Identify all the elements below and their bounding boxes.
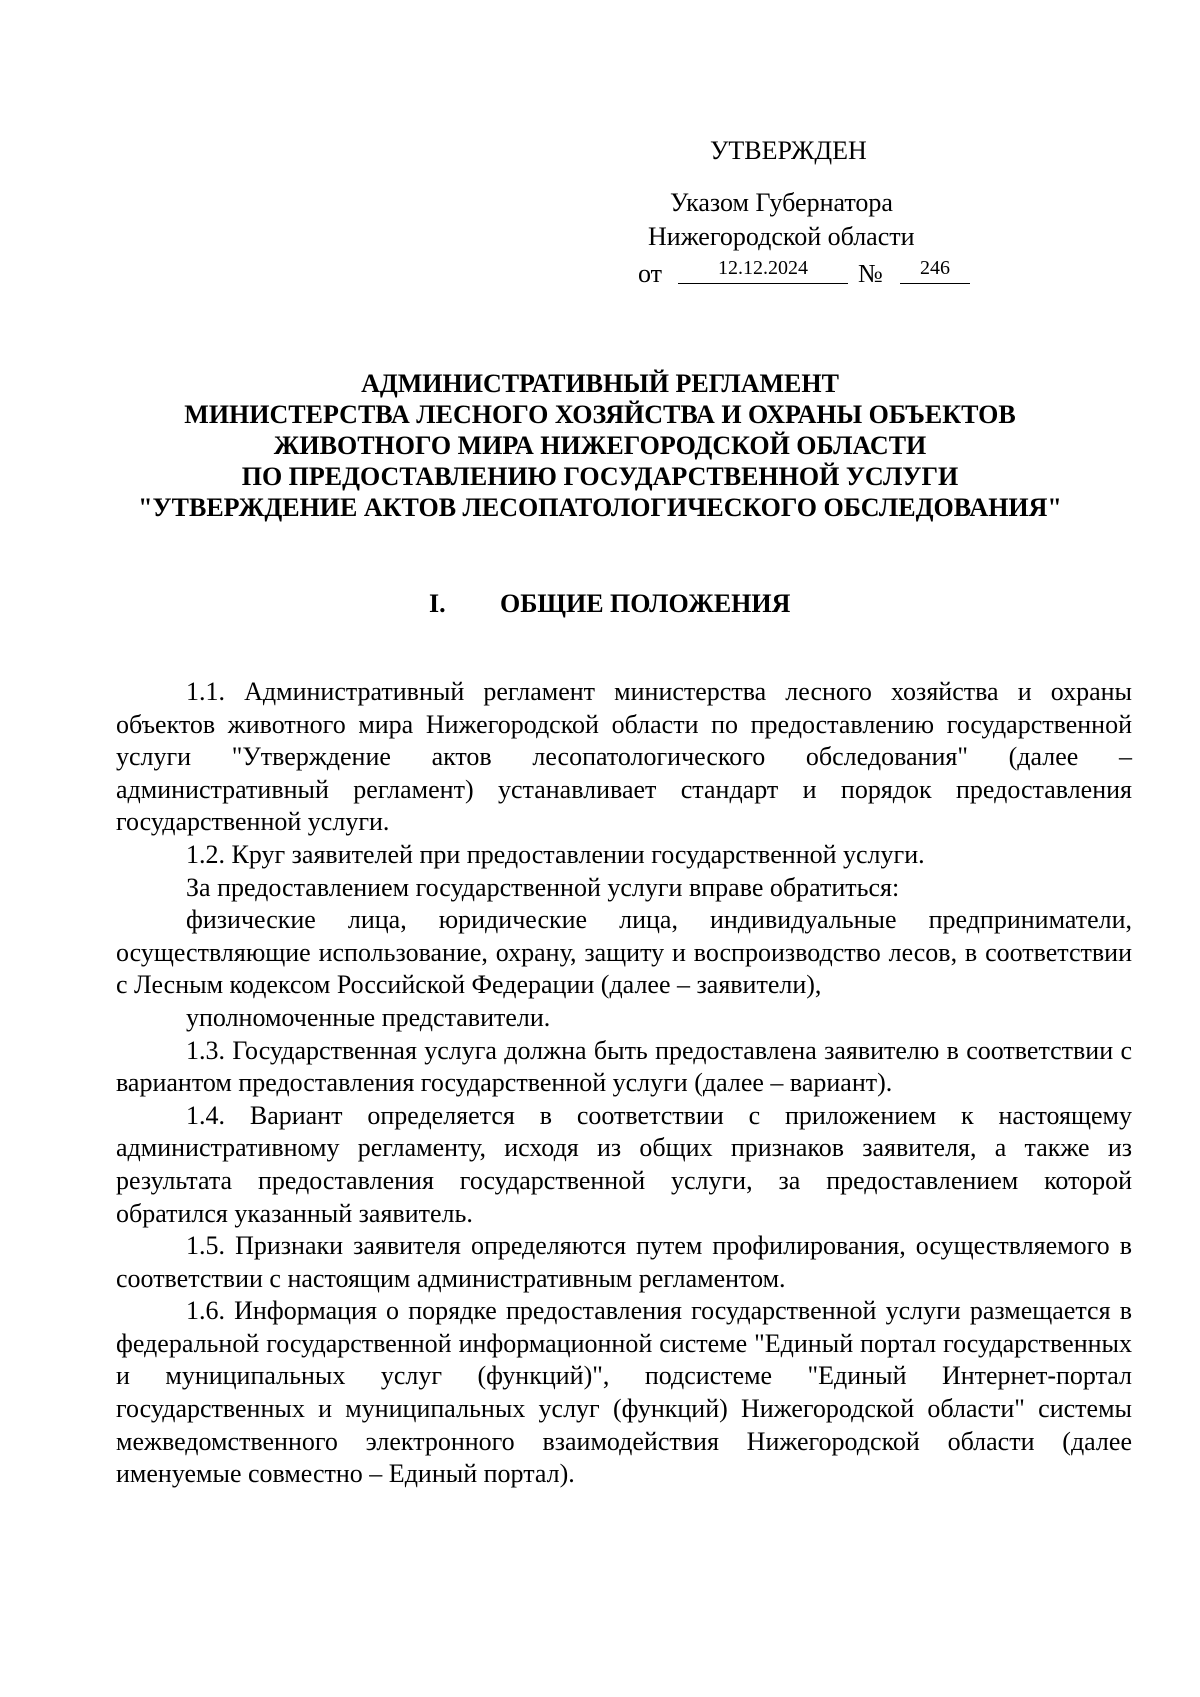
section-title: ОБЩИЕ ПОЛОЖЕНИЯ — [500, 589, 791, 618]
title-line: МИНИСТЕРСТВА ЛЕСНОГО ХОЗЯЙСТВА И ОХРАНЫ ОБЪЕКТОВ — [184, 400, 1016, 429]
approval-region: Нижегородской области — [648, 222, 915, 251]
paragraph: 1.5. Признаки заявителя определяются путем профилирования, осуществляемого в соответствии с настоящим административным регламентом. — [116, 1231, 1132, 1293]
approval-number: 246 — [900, 253, 970, 284]
approval-date-row — [638, 253, 958, 287]
section-number: I. — [429, 589, 446, 618]
paragraph: 1.1. Административный регламент министерства лесного хозяйства и охраны объектов животного мира Нижегородской области по предоставлению государственной услуги "Утверждение актов лесопатологического обследования" (далее – административный регламент) устанавливает стандарт и порядок предоставления государственной услуги. — [116, 677, 1132, 837]
paragraph: 1.2. Круг заявителей при предоставлении государственной услуги. — [186, 839, 925, 869]
paragraph: уполномоченные представители. — [186, 1002, 551, 1032]
paragraph: За предоставлением государственной услуги вправе обратиться: — [186, 872, 900, 902]
approval-title: УТВЕРЖДЕН — [710, 136, 867, 165]
paragraph: физические лица, юридические лица, индивидуальные предприниматели, осуществляющие использование, охрану, защиту и воспроизводство лесов, в соответствии с Лесным кодексом Российской Федерации (далее – заявители), — [116, 905, 1132, 1000]
approval-date: 12.12.2024 — [678, 253, 848, 284]
approval-by: Указом Губернатора — [670, 188, 893, 217]
paragraph: 1.3. Государственная услуга должна быть предоставлена заявителю в соответствии с вариантом предоставления государственной услуги (далее – вариант). — [116, 1035, 1132, 1098]
paragraph: 1.4. Вариант определяется в соответствии с приложением к настоящему административному регламенту, исходя из общих признаков заявителя, а также из результата предоставления государственной услуги, за предоставлением которой обратился указанный заявитель. — [116, 1100, 1132, 1228]
number-label: № — [858, 259, 883, 288]
title-line: "УТВЕРЖДЕНИЕ АКТОВ ЛЕСОПАТОЛОГИЧЕСКОГО ОБСЛЕДОВАНИЯ" — [138, 493, 1062, 522]
date-prefix: от — [638, 259, 663, 288]
document-body — [116, 676, 1132, 1491]
title-line: ЖИВОТНОГО МИРА НИЖЕГОРОДСКОЙ ОБЛАСТИ — [273, 431, 927, 460]
title-line: АДМИНИСТРАТИВНЫЙ РЕГЛАМЕНТ — [361, 369, 839, 398]
title-line: ПО ПРЕДОСТАВЛЕНИЮ ГОСУДАРСТВЕННОЙ УСЛУГИ — [241, 462, 959, 491]
paragraph: 1.6. Информация о порядке предоставления государственной услуги размещается в федеральной государственной информационной системе "Единый портал государственных и муниципальных услуг (функций)", подсистеме "Единый Интернет-портал государственных и муниципальных услуг (функций) Нижегородской области" системы межведомственного электронного взаимодействия Нижегородской области (далее именуемые совместно – Единый портал). — [116, 1296, 1132, 1489]
document-title — [60, 368, 1140, 523]
section-heading — [0, 589, 1200, 623]
